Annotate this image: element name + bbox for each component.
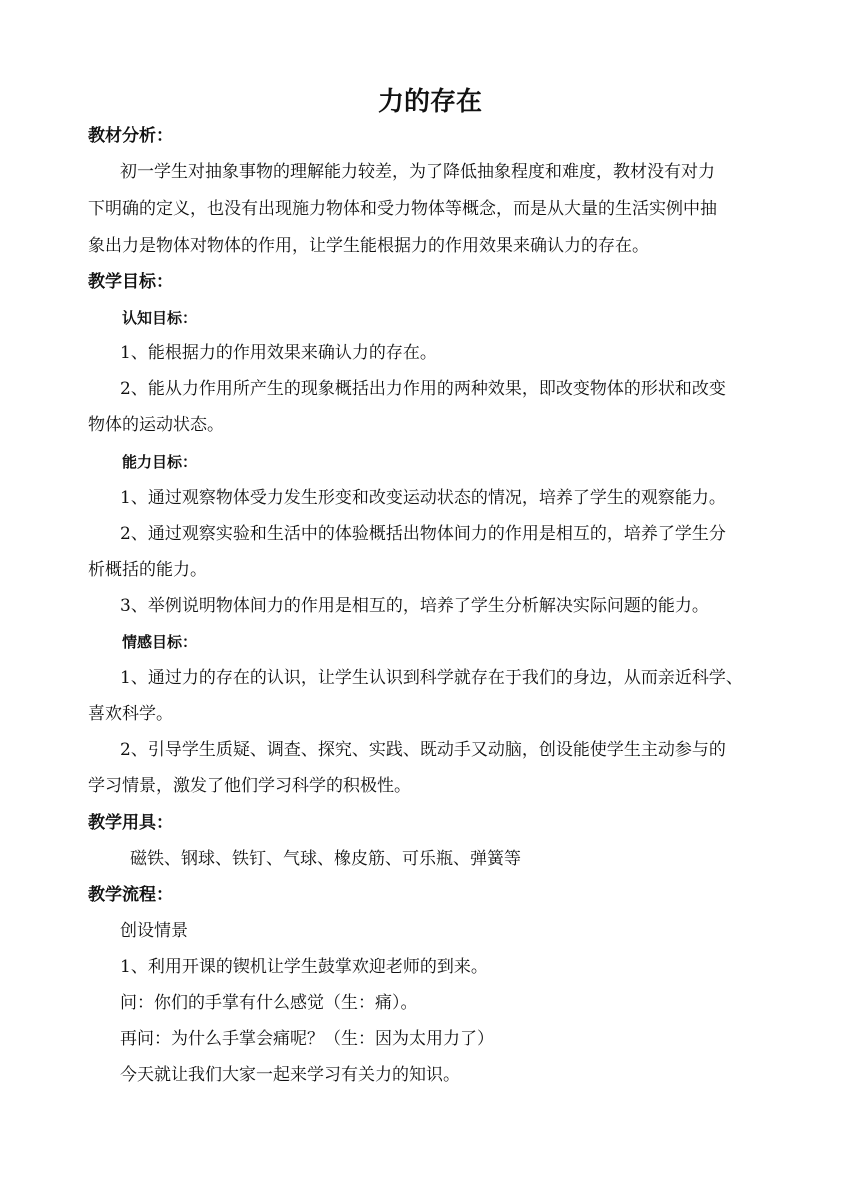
list-item: 3、举例说明物体间力的作用是相互的，培养了学生分析解决实际问题的能力。	[120, 596, 709, 616]
list-item: 1、通过力的存在的认识，让学生认识到科学就存在于我们的身边，从而亲近科学、	[120, 668, 743, 688]
process-step: 创设情景	[120, 921, 188, 941]
paragraph-line: 象出力是物体对物体的作用，让学生能根据力的作用效果来确认力的存在。	[88, 236, 649, 256]
paragraph-line: 初一学生对抽象事物的理解能力较差，为了降低抽象程度和难度，教材没有对力	[120, 162, 715, 182]
paragraph-line: 下明确的定义，也没有出现施力物体和受力物体等概念，而是从大量的生活实例中抽	[88, 199, 717, 219]
document-title: 力的存在	[377, 87, 482, 117]
process-step: 问：你们的手掌有什么感觉（生：痛）。	[120, 993, 418, 1013]
heading-process: 教学流程：	[88, 885, 173, 905]
heading-analysis: 教材分析：	[88, 126, 173, 146]
subheading-emotion: 情感目标：	[122, 633, 198, 651]
list-item: 1、能根据力的作用效果来确认力的存在。	[120, 343, 437, 363]
list-item-continuation: 物体的运动状态。	[88, 415, 224, 435]
subheading-cognitive: 认知目标：	[122, 309, 198, 327]
process-step: 今天就让我们大家一起来学习有关力的知识。	[120, 1065, 460, 1085]
subheading-ability: 能力目标：	[122, 453, 198, 471]
list-item-continuation: 学习情景，激发了他们学习科学的积极性。	[88, 776, 411, 796]
list-item: 2、通过观察实验和生活中的体验概括出物体间力的作用是相互的，培养了学生分	[120, 524, 726, 544]
list-item: 2、引导学生质疑、调查、探究、实践、既动手又动脑，创设能使学生主动参与的	[120, 740, 726, 760]
heading-goals: 教学目标：	[88, 272, 173, 292]
process-step: 再问：为什么手掌会痛呢？（生：因为太用力了）	[120, 1029, 494, 1049]
list-item: 2、能从力作用所产生的现象概括出力作用的两种效果，即改变物体的形状和改变	[120, 379, 726, 399]
list-item-continuation: 喜欢科学。	[88, 704, 173, 724]
list-item: 1、通过观察物体受力发生形变和改变运动状态的情况，培养了学生的观察能力。	[120, 488, 726, 508]
heading-tools: 教学用具：	[88, 813, 173, 833]
process-step: 1、利用开课的锲机让学生鼓掌欢迎老师的到来。	[120, 957, 488, 977]
tools-list: 磁铁、钢球、铁钉、气球、橡皮筋、可乐瓶、弹簧等	[130, 849, 521, 869]
list-item-continuation: 析概括的能力。	[88, 560, 207, 580]
